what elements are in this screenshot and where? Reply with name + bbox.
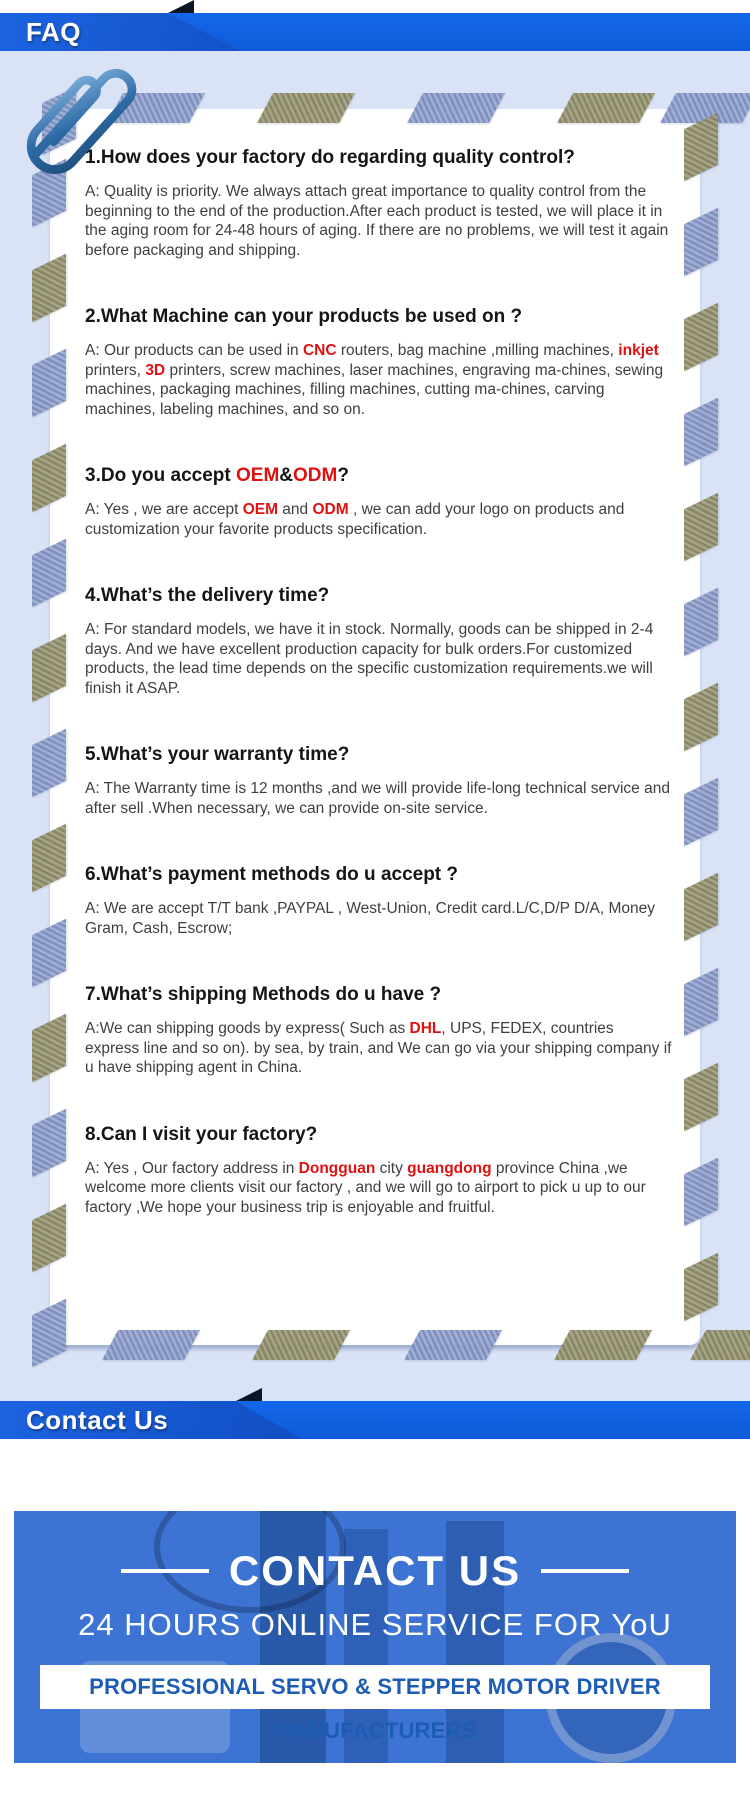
paper-card (50, 109, 700, 1345)
washi-tape (32, 729, 66, 798)
faq-question: 5.What’s your warranty time? (85, 744, 350, 765)
washi-tape (32, 254, 66, 323)
washi-tape (32, 1014, 66, 1083)
washi-tape (252, 1330, 350, 1360)
faq-item (85, 1122, 672, 1218)
faq-item (85, 583, 672, 698)
washi-tape (102, 1330, 200, 1360)
contact-header-ribbon (0, 1401, 750, 1439)
faq-item (85, 145, 672, 260)
washi-tape (32, 539, 66, 608)
title-dash-right (541, 1569, 629, 1573)
washi-tape (684, 398, 718, 467)
washi-tape (32, 824, 66, 893)
washi-tape (684, 303, 718, 372)
faq-answer: A: The Warranty time is 12 months ,and we will provide life-long technical service and after sell .When necessary, we can provide on-site service. (85, 780, 670, 817)
washi-tape (684, 493, 718, 562)
washi-tape (407, 93, 505, 123)
faq-question: 4.What’s the delivery time? (85, 585, 330, 606)
faq-item (85, 862, 672, 938)
faq-item (85, 982, 672, 1078)
faq-header-ribbon (0, 13, 750, 51)
washi-tape (684, 1158, 718, 1227)
banner-strip-text: PROFESSIONAL SERVO & STEPPER MOTOR DRIVER MANUFACTURERS (40, 1665, 710, 1709)
contact-banner (14, 1511, 736, 1763)
washi-tape (32, 1204, 66, 1273)
faq-question: 1.How does your factory do regarding quality control? (85, 147, 575, 168)
washi-tape (684, 968, 718, 1037)
faq-item (85, 742, 672, 818)
contact-header-label: Contact Us (26, 1405, 169, 1435)
washi-tape (684, 1253, 718, 1322)
washi-tape (32, 1299, 66, 1368)
washi-tape (684, 683, 718, 752)
banner-subtitle: 24 HOURS ONLINE SERVICE FOR YoU (78, 1607, 672, 1642)
washi-tape (32, 444, 66, 513)
faq-answer: A: For standard models, we have it in stock. Normally, goods can be shipped in 2-4 days. And we have excellent production capacity for bulk orders.For customized products, the lead time depends on the specific customization requirements.we will finish it ASAP. (85, 621, 654, 697)
washi-tape (257, 93, 355, 123)
washi-tape (684, 208, 718, 277)
faq-answer: A: We are accept T/T bank ,PAYPAL , West-Union, Credit card.L/C,D/P D/A, Money Gram, Cash, Escrow; (85, 900, 656, 937)
faq-answer: A: Yes , Our factory address in Dongguan city guangdong province China ,we welcome more clients visit our factory , and we will go to airport to pick u up to our factory ,We hope your business trip is enjoyable and fruitful. (85, 1159, 646, 1216)
faq-answer: A:We can shipping goods by express( Such as DHL, UPS, FEDEX, countries express line and so on). by sea, by train, and We can go via your shipping company if u have shipping agent in China. (85, 1020, 672, 1076)
faq-section-background (0, 51, 750, 1401)
washi-tape (684, 1063, 718, 1132)
washi-tape (684, 588, 718, 657)
faq-answer: A: Our products can be used in CNC routers, bag machine ,milling machines, inkjet printers, 3D printers, screw machines, laser machines, engraving ma-chines, sewing machines, packaging machines, filling machines, cutting ma-chines, carving machines, labeling machines, and so on. (85, 342, 664, 418)
washi-tape (684, 778, 718, 847)
contact-section-background (0, 1439, 750, 1807)
faq-question: 6.What’s payment methods do u accept ? (85, 864, 459, 885)
washi-tape (557, 93, 655, 123)
faq-item (85, 463, 672, 539)
top-white-strip (0, 0, 750, 13)
faq-answer: A: Quality is priority. We always attach great importance to quality control from the beginning to the end of the production.After each product is tested, we will place it in the aging room for 24-48 hours of aging. If there are no problems, we will test it again before packaging and shipping. (85, 183, 669, 259)
banner-title: CONTACT US (228, 1547, 522, 1594)
washi-tape (32, 919, 66, 988)
washi-tape (32, 634, 66, 703)
faq-answer: A: Yes , we are accept OEM and ODM , we can add your logo on products and customization your favorite products specification. (85, 501, 625, 538)
washi-tape (554, 1330, 652, 1360)
washi-tape (32, 349, 66, 418)
faq-list (85, 145, 672, 1217)
faq-question: 8.Can I visit your factory? (85, 1123, 318, 1145)
faq-question: 3.Do you accept OEM&ODM? (85, 465, 349, 486)
title-dash-left (121, 1569, 209, 1573)
faq-question: 2.What Machine can your products be used on ? (85, 306, 523, 327)
washi-tape (32, 1109, 66, 1178)
faq-question: 7.What’s shipping Methods do u have ? (85, 984, 442, 1005)
faq-item (85, 304, 672, 419)
banner-title-row (101, 1549, 649, 1593)
paperclip-icon (20, 49, 146, 204)
faq-header-label: FAQ (26, 17, 81, 47)
washi-tape (684, 873, 718, 942)
washi-tape (404, 1330, 502, 1360)
washi-tape (690, 1330, 750, 1360)
